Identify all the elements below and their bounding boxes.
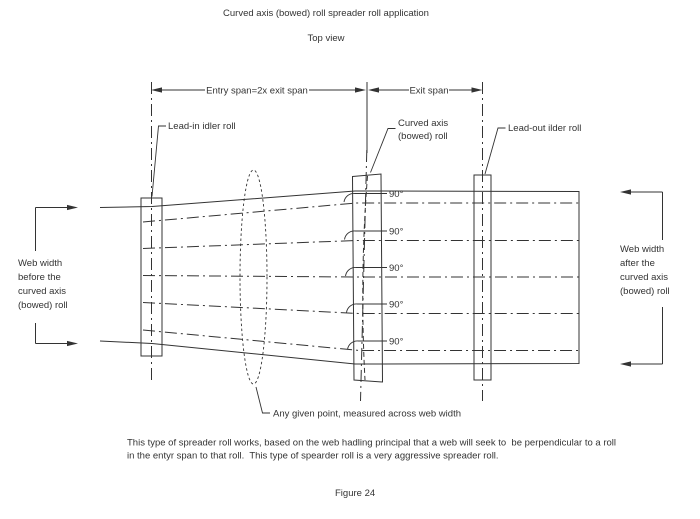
curved-axis-roll-label: (bowed) roll — [398, 131, 448, 142]
lead-in-roll-label: Lead-in idler roll — [168, 121, 236, 132]
angle-arc — [346, 267, 388, 276]
web-width-before-label: curved axis — [18, 286, 67, 297]
web-width-before-label: (bowed) roll — [18, 300, 68, 311]
angle-marker — [346, 263, 404, 276]
web-width-before-label: Web width — [18, 258, 63, 269]
any-given-point-label: Any given point, measured across web width — [273, 408, 461, 420]
lead-out-roll-label: Lead-out ilder roll — [508, 123, 582, 134]
caption-line: in the entyr span to that roll. This type of spearder roll is a very aggressive spreader roll. — [127, 450, 499, 462]
leader-line — [371, 129, 396, 173]
web-width-after-label: after the — [620, 258, 655, 269]
curved-roll-centerline — [361, 150, 367, 401]
dimension-arrow-left-icon — [368, 87, 379, 92]
web-width-before-bracket — [18, 205, 78, 346]
leader-line — [256, 387, 270, 413]
lead-in-roll-callout — [152, 121, 236, 197]
web-line — [143, 203, 579, 222]
caption — [127, 438, 616, 462]
measurement-ellipse — [240, 170, 267, 384]
angle-marker — [348, 337, 404, 350]
web-width-after-label: (bowed) roll — [620, 286, 670, 297]
web — [100, 191, 579, 364]
entry-span-label: Entry span=2x exit span — [206, 85, 308, 97]
dimension-arrow-right-icon — [355, 87, 366, 92]
exit-span-dimension — [368, 86, 483, 97]
web-width-after-bracket — [620, 189, 670, 366]
leader-line — [485, 128, 506, 174]
web-line — [143, 330, 579, 351]
web-width-after-label: Web width — [620, 244, 665, 255]
web-width-after-label: curved axis — [620, 272, 669, 283]
angle-arc — [345, 231, 388, 240]
angle-label: 90° — [389, 299, 404, 311]
arrow-left-icon — [620, 189, 631, 194]
caption-line: This type of spreader roll works, based on the web hadling principal that a web will seek to be perpendicular to a roll — [127, 437, 616, 449]
curved-axis-roll-label: Curved axis — [398, 118, 449, 129]
angle-label: 90° — [389, 263, 404, 274]
dimension-arrow-left-icon — [151, 87, 162, 92]
dimension-arrow-right-icon — [472, 87, 483, 92]
web-line — [143, 241, 579, 249]
angle-label: 90° — [389, 336, 404, 348]
angle-arc — [347, 304, 388, 313]
angle-label: 90° — [389, 226, 404, 238]
view-label: Top view — [307, 33, 345, 44]
arrow-right-icon — [67, 341, 78, 346]
angle-marker — [347, 300, 404, 313]
any-given-point-callout — [256, 387, 461, 420]
curved-axis-roll-callout — [371, 118, 449, 173]
arrow-left-icon — [620, 361, 631, 366]
bowed-axis-curve — [363, 176, 368, 380]
leader-line — [152, 126, 166, 197]
page-title: Curved axis (bowed) roll spreader roll application — [223, 8, 429, 19]
exit-span-label: Exit span — [409, 85, 449, 97]
web-line — [143, 276, 579, 278]
entry-span-dimension — [151, 86, 366, 97]
arrow-right-icon — [67, 205, 78, 210]
web-width-before-label: before the — [18, 272, 61, 283]
lead-out-roll-callout — [485, 123, 581, 174]
figure-label: Figure 24 — [335, 488, 376, 499]
angle-label: 90° — [389, 189, 404, 200]
web-outline — [100, 191, 579, 364]
